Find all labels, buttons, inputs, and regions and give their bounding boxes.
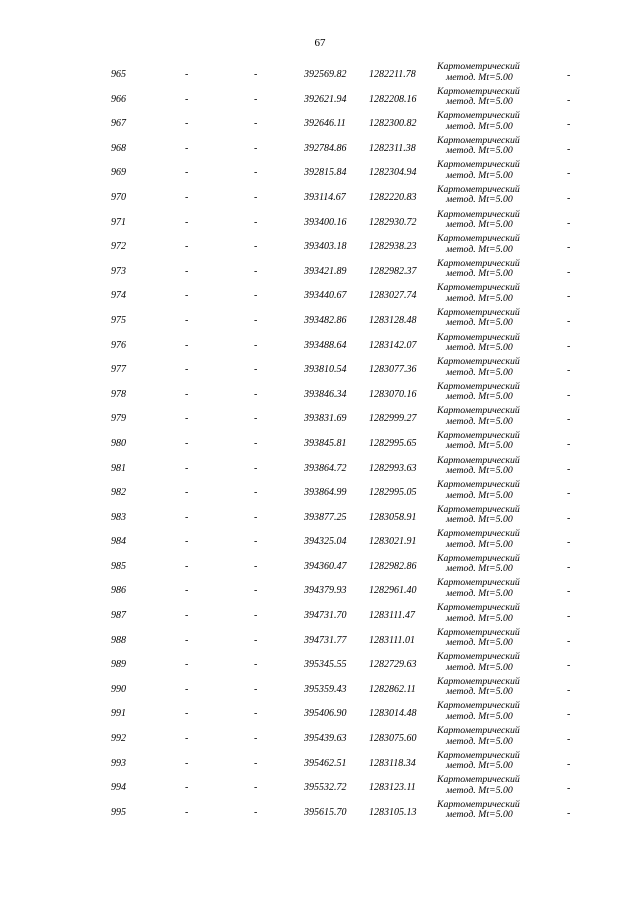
method-accuracy: метод. Mt=5.00 — [446, 465, 513, 476]
empty-cell-dash: - — [567, 561, 571, 573]
coordinate-y: 1283014.48 — [369, 708, 417, 720]
method-label: Картометрический — [437, 602, 520, 614]
table-row — [0, 576, 640, 601]
method-accuracy: метод. Mt=5.00 — [446, 317, 513, 329]
page-number: 67 — [314, 37, 326, 49]
empty-cell-dash: - — [254, 782, 258, 794]
empty-cell-dash: - — [185, 69, 189, 80]
table-row — [0, 109, 640, 134]
coordinate-x: 395406.90 — [304, 708, 347, 720]
coordinate-x: 395345.55 — [304, 659, 347, 671]
coordinate-x: 393810.54 — [304, 364, 347, 376]
point-number: 968 — [111, 142, 126, 154]
coordinate-y: 1282995.65 — [369, 437, 417, 449]
table-row — [0, 798, 640, 823]
empty-cell-dash: - — [254, 364, 258, 376]
table-row — [0, 331, 640, 356]
coordinate-y: 1283075.60 — [369, 733, 417, 745]
point-number: 990 — [111, 683, 126, 695]
empty-cell-dash: - — [567, 660, 571, 672]
method-label: Картометрический — [437, 675, 520, 687]
table-row — [0, 601, 640, 626]
table-row — [0, 183, 640, 208]
empty-cell-dash: - — [254, 241, 258, 253]
empty-cell-dash: - — [254, 118, 258, 130]
empty-cell-dash: - — [254, 93, 258, 105]
coordinate-x: 393403.18 — [304, 241, 347, 253]
empty-cell-dash: - — [567, 143, 571, 155]
coordinate-x: 393440.67 — [304, 290, 347, 302]
coordinate-x: 394731.77 — [304, 634, 347, 646]
empty-cell-dash: - — [254, 511, 258, 523]
point-number: 979 — [111, 413, 126, 425]
method-accuracy: метод. Mt=5.00 — [446, 219, 513, 231]
empty-cell-dash: - — [567, 414, 571, 426]
empty-cell-dash: - — [185, 167, 189, 179]
method-label: Картометрический — [437, 552, 520, 564]
method-label: Картометрический — [437, 331, 520, 343]
table-row — [0, 404, 640, 429]
table-row — [0, 257, 640, 282]
empty-cell-dash: - — [567, 512, 571, 524]
empty-cell-dash: - — [254, 265, 258, 277]
method-label: Картометрический — [437, 282, 520, 294]
point-number: 977 — [111, 364, 126, 376]
coordinate-x: 393482.86 — [304, 314, 347, 326]
coordinate-x: 393864.99 — [304, 487, 347, 499]
empty-cell-dash: - — [567, 488, 571, 500]
empty-cell-dash: - — [254, 733, 258, 745]
coordinate-y: 1283142.07 — [369, 339, 417, 351]
table-row — [0, 626, 640, 651]
empty-cell-dash: - — [254, 610, 258, 622]
method-accuracy: метод. Mt=5.00 — [446, 637, 513, 649]
empty-cell-dash: - — [185, 364, 189, 376]
empty-cell-dash: - — [254, 585, 258, 597]
method-label: Картометрический — [437, 725, 520, 737]
empty-cell-dash: - — [185, 708, 189, 720]
table-row — [0, 773, 640, 798]
method-label: Картометрический — [437, 257, 520, 269]
method-label: Картометрический — [437, 577, 520, 589]
point-number: 973 — [111, 265, 126, 277]
empty-cell-dash: - — [567, 807, 571, 819]
empty-cell-dash: - — [254, 487, 258, 499]
point-number: 978 — [111, 388, 126, 400]
point-number: 971 — [111, 216, 126, 228]
empty-cell-dash: - — [185, 437, 189, 449]
method-accuracy: метод. Mt=5.00 — [446, 514, 513, 526]
table-row — [0, 85, 640, 110]
coordinate-y: 1282938.23 — [369, 241, 417, 253]
method-label: Картометрический — [437, 61, 520, 72]
method-accuracy: метод. Mt=5.00 — [446, 243, 513, 255]
empty-cell-dash: - — [567, 758, 571, 770]
empty-cell-dash: - — [185, 462, 189, 474]
empty-cell-dash: - — [185, 191, 189, 203]
coordinate-x: 392646.11 — [304, 118, 346, 130]
table-row — [0, 552, 640, 577]
table-row — [0, 232, 640, 257]
coordinate-x: 393488.64 — [304, 339, 347, 351]
coordinate-y: 1282982.86 — [369, 560, 417, 572]
coordinate-y: 1282982.37 — [369, 265, 417, 277]
empty-cell-dash: - — [254, 659, 258, 671]
method-label: Картометрический — [437, 183, 520, 195]
empty-cell-dash: - — [185, 413, 189, 425]
method-label: Картометрический — [437, 208, 520, 220]
point-number: 974 — [111, 290, 126, 302]
point-number: 981 — [111, 462, 126, 474]
empty-cell-dash: - — [185, 290, 189, 302]
method-label: Картометрический — [437, 626, 520, 638]
coordinate-y: 1283027.74 — [369, 290, 417, 302]
table-row — [0, 527, 640, 552]
table-row — [0, 306, 640, 331]
empty-cell-dash: - — [567, 783, 571, 795]
point-number: 965 — [111, 69, 126, 80]
method-label: Картометрический — [437, 651, 520, 663]
empty-cell-dash: - — [185, 536, 189, 548]
empty-cell-dash: - — [254, 634, 258, 646]
point-number: 995 — [111, 806, 126, 818]
method-label: Картометрический — [437, 405, 520, 417]
empty-cell-dash: - — [185, 93, 189, 105]
method-label: Картометрический — [437, 503, 520, 515]
empty-cell-dash: - — [254, 339, 258, 351]
point-number: 987 — [111, 610, 126, 622]
empty-cell-dash: - — [254, 167, 258, 179]
empty-cell-dash: - — [254, 314, 258, 326]
method-label: Картометрический — [437, 429, 520, 441]
table-row — [0, 60, 640, 85]
empty-cell-dash: - — [567, 709, 571, 721]
table-row — [0, 454, 640, 479]
method-accuracy: метод. Mt=5.00 — [446, 809, 513, 821]
method-label: Картометрический — [437, 479, 520, 491]
coordinate-x: 394731.70 — [304, 610, 347, 622]
empty-cell-dash: - — [567, 70, 571, 81]
method-accuracy: метод. Mt=5.00 — [446, 292, 513, 304]
point-number: 989 — [111, 659, 126, 671]
empty-cell-dash: - — [567, 168, 571, 180]
point-number: 991 — [111, 708, 126, 720]
method-label: Картометрический — [437, 798, 520, 810]
point-number: 986 — [111, 585, 126, 597]
empty-cell-dash: - — [254, 560, 258, 572]
method-label: Картометрический — [437, 356, 520, 368]
coordinate-y: 1283058.91 — [369, 511, 417, 523]
method-accuracy: метод. Mt=5.00 — [446, 194, 513, 206]
empty-cell-dash: - — [567, 94, 571, 106]
coordinate-y: 1283123.11 — [369, 782, 416, 794]
coordinate-y: 1282961.40 — [369, 585, 417, 597]
method-label: Картометрический — [437, 454, 520, 466]
coordinate-y: 1283111.01 — [369, 634, 416, 646]
method-accuracy: метод. Mt=5.00 — [446, 342, 513, 354]
point-number: 969 — [111, 167, 126, 179]
point-number: 970 — [111, 191, 126, 203]
empty-cell-dash: - — [567, 463, 571, 475]
method-accuracy: метод. Mt=5.00 — [446, 96, 513, 108]
empty-cell-dash: - — [567, 291, 571, 303]
empty-cell-dash: - — [254, 462, 258, 474]
table-row — [0, 478, 640, 503]
empty-cell-dash: - — [185, 560, 189, 572]
empty-cell-dash: - — [254, 388, 258, 400]
empty-cell-dash: - — [567, 611, 571, 623]
table-row — [0, 503, 640, 528]
coordinate-y: 1282930.72 — [369, 216, 417, 228]
empty-cell-dash: - — [254, 708, 258, 720]
point-number: 972 — [111, 241, 126, 253]
empty-cell-dash: - — [567, 438, 571, 450]
coordinate-y: 1282995.05 — [369, 487, 417, 499]
coordinate-x: 392621.94 — [304, 93, 347, 105]
coordinate-y: 1282311.38 — [369, 142, 416, 154]
coordinate-x: 393114.67 — [304, 191, 346, 203]
coordinate-x: 395439.63 — [304, 733, 347, 745]
empty-cell-dash: - — [254, 290, 258, 302]
empty-cell-dash: - — [254, 413, 258, 425]
point-number: 993 — [111, 757, 126, 769]
coordinate-y: 1283128.48 — [369, 314, 417, 326]
coordinate-x: 395359.43 — [304, 683, 347, 695]
coordinate-x: 394325.04 — [304, 536, 347, 548]
method-accuracy: метод. Mt=5.00 — [446, 710, 513, 722]
empty-cell-dash: - — [185, 634, 189, 646]
method-accuracy: метод. Mt=5.00 — [446, 538, 513, 550]
method-accuracy: метод. Mt=5.00 — [446, 661, 513, 673]
empty-cell-dash: - — [567, 635, 571, 647]
coordinate-y: 1282304.94 — [369, 167, 417, 179]
table-row — [0, 675, 640, 700]
method-label: Картометрический — [437, 110, 520, 122]
method-accuracy: метод. Mt=5.00 — [446, 489, 513, 501]
empty-cell-dash: - — [567, 119, 571, 131]
method-accuracy: метод. Mt=5.00 — [446, 366, 513, 378]
method-accuracy: метод. Mt=5.00 — [446, 71, 513, 83]
empty-cell-dash: - — [185, 782, 189, 794]
point-number: 976 — [111, 339, 126, 351]
empty-cell-dash: - — [185, 142, 189, 154]
coordinate-y: 1282211.78 — [369, 69, 416, 80]
coordinate-x: 394379.93 — [304, 585, 347, 597]
method-accuracy: метод. Mt=5.00 — [446, 415, 513, 427]
empty-cell-dash: - — [185, 265, 189, 277]
empty-cell-dash: - — [254, 806, 258, 818]
coordinate-x: 392784.86 — [304, 142, 347, 154]
coordinate-y: 1282993.63 — [369, 462, 417, 474]
method-accuracy: метод. Mt=5.00 — [446, 784, 513, 796]
empty-cell-dash: - — [185, 118, 189, 130]
coordinate-y: 1283118.34 — [369, 757, 416, 769]
point-number: 967 — [111, 118, 126, 130]
empty-cell-dash: - — [567, 389, 571, 401]
method-accuracy: метод. Mt=5.00 — [446, 587, 513, 599]
empty-cell-dash: - — [567, 242, 571, 254]
coordinate-y: 1282729.63 — [369, 659, 417, 671]
empty-cell-dash: - — [567, 217, 571, 229]
coordinate-y: 1282208.16 — [369, 93, 417, 105]
empty-cell-dash: - — [185, 314, 189, 326]
method-label: Картометрический — [437, 233, 520, 245]
method-label: Картометрический — [437, 159, 520, 171]
empty-cell-dash: - — [567, 340, 571, 352]
empty-cell-dash: - — [185, 585, 189, 597]
empty-cell-dash: - — [254, 757, 258, 769]
coordinate-y: 1283070.16 — [369, 388, 417, 400]
coordinate-y: 1282862.11 — [369, 683, 416, 695]
empty-cell-dash: - — [185, 511, 189, 523]
empty-cell-dash: - — [567, 192, 571, 204]
point-number: 994 — [111, 782, 126, 794]
point-number: 980 — [111, 437, 126, 449]
empty-cell-dash: - — [254, 683, 258, 695]
empty-cell-dash: - — [185, 659, 189, 671]
coordinate-x: 393831.69 — [304, 413, 347, 425]
coordinate-x: 392815.84 — [304, 167, 347, 179]
empty-cell-dash: - — [567, 266, 571, 278]
empty-cell-dash: - — [567, 586, 571, 598]
coordinates-table — [0, 60, 640, 822]
table-row — [0, 208, 640, 233]
method-label: Картометрический — [437, 306, 520, 318]
method-accuracy: метод. Mt=5.00 — [446, 268, 513, 280]
method-label: Картометрический — [437, 134, 520, 146]
empty-cell-dash: - — [254, 437, 258, 449]
method-label: Картометрический — [437, 85, 520, 97]
coordinate-x: 393845.81 — [304, 437, 347, 449]
method-label: Картометрический — [437, 749, 520, 761]
empty-cell-dash: - — [567, 365, 571, 377]
empty-cell-dash: - — [567, 537, 571, 549]
method-accuracy: метод. Mt=5.00 — [446, 440, 513, 452]
method-accuracy: метод. Mt=5.00 — [446, 612, 513, 624]
table-row — [0, 429, 640, 454]
coordinate-y: 1283111.47 — [369, 610, 416, 622]
empty-cell-dash: - — [185, 241, 189, 253]
coordinate-x: 395532.72 — [304, 782, 347, 794]
table-row — [0, 281, 640, 306]
coordinate-x: 394360.47 — [304, 560, 347, 572]
point-number: 983 — [111, 511, 126, 523]
empty-cell-dash: - — [254, 69, 258, 80]
coordinate-x: 393846.34 — [304, 388, 347, 400]
method-label: Картометрический — [437, 380, 520, 392]
coordinate-y: 1283105.13 — [369, 806, 417, 818]
coordinate-y: 1283077.36 — [369, 364, 417, 376]
point-number: 984 — [111, 536, 126, 548]
table-row — [0, 134, 640, 159]
empty-cell-dash: - — [185, 733, 189, 745]
empty-cell-dash: - — [185, 806, 189, 818]
coordinate-x: 395615.70 — [304, 806, 347, 818]
empty-cell-dash: - — [185, 683, 189, 695]
table-row — [0, 749, 640, 774]
empty-cell-dash: - — [185, 388, 189, 400]
point-number: 988 — [111, 634, 126, 646]
coordinate-y: 1283021.91 — [369, 536, 417, 548]
method-label: Картометрический — [437, 528, 520, 540]
empty-cell-dash: - — [567, 315, 571, 327]
coordinate-x: 393864.72 — [304, 462, 347, 474]
point-number: 982 — [111, 487, 126, 499]
empty-cell-dash: - — [254, 142, 258, 154]
method-accuracy: метод. Mt=5.00 — [446, 760, 513, 772]
empty-cell-dash: - — [185, 757, 189, 769]
coordinate-x: 393400.16 — [304, 216, 347, 228]
coordinate-y: 1282999.27 — [369, 413, 417, 425]
method-accuracy: метод. Mt=5.00 — [446, 735, 513, 747]
method-accuracy: метод. Mt=5.00 — [446, 145, 513, 157]
coordinate-x: 393421.89 — [304, 265, 347, 277]
method-accuracy: метод. Mt=5.00 — [446, 686, 513, 698]
coordinate-y: 1282220.83 — [369, 191, 417, 203]
empty-cell-dash: - — [254, 191, 258, 203]
empty-cell-dash: - — [254, 216, 258, 228]
table-row — [0, 158, 640, 183]
coordinate-y: 1282300.82 — [369, 118, 417, 130]
table-row — [0, 699, 640, 724]
method-label: Картометрический — [437, 774, 520, 786]
empty-cell-dash: - — [185, 610, 189, 622]
coordinate-x: 392569.82 — [304, 69, 347, 80]
method-accuracy: метод. Mt=5.00 — [446, 120, 513, 132]
point-number: 966 — [111, 93, 126, 105]
table-row — [0, 650, 640, 675]
method-accuracy: метод. Mt=5.00 — [446, 563, 513, 575]
coordinate-x: 395462.51 — [304, 757, 347, 769]
coordinate-x: 393877.25 — [304, 511, 347, 523]
method-accuracy: метод. Mt=5.00 — [446, 391, 513, 403]
table-row — [0, 724, 640, 749]
empty-cell-dash: - — [185, 216, 189, 228]
point-number: 985 — [111, 560, 126, 572]
empty-cell-dash: - — [185, 487, 189, 499]
table-row — [0, 380, 640, 405]
point-number: 992 — [111, 733, 126, 745]
empty-cell-dash: - — [185, 339, 189, 351]
point-number: 975 — [111, 314, 126, 326]
method-accuracy: метод. Mt=5.00 — [446, 169, 513, 181]
method-label: Картометрический — [437, 700, 520, 712]
table-row — [0, 355, 640, 380]
empty-cell-dash: - — [567, 734, 571, 746]
empty-cell-dash: - — [567, 684, 571, 696]
empty-cell-dash: - — [254, 536, 258, 548]
